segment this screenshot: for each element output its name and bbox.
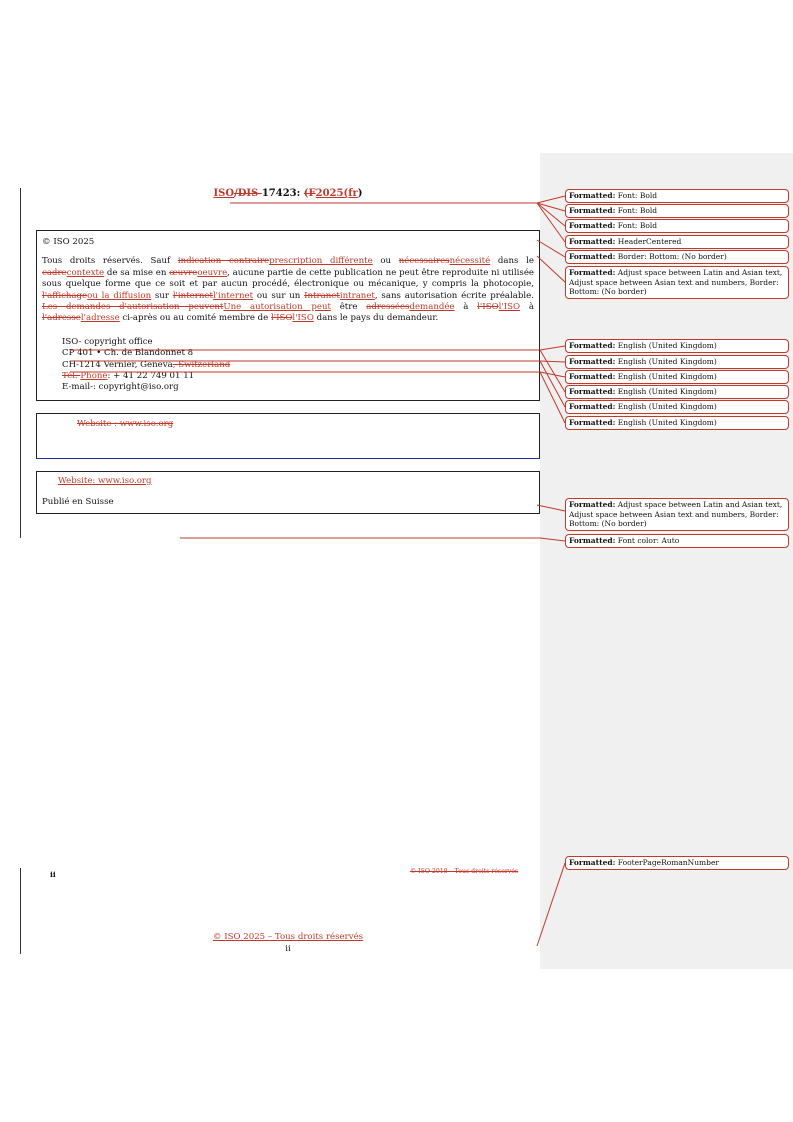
- address-line: ISO- copyright office: [62, 336, 153, 347]
- revision-note[interactable]: Formatted: Font: Bold: [565, 189, 789, 203]
- copyright-line: © ISO 2025: [42, 237, 95, 247]
- connector: [70, 372, 565, 377]
- revision-note[interactable]: Formatted: Adjust space between Latin and Asian text, Adjust space between Asian text and numbers, Border: Bottom: (No border): [565, 498, 789, 531]
- revision-note[interactable]: Formatted: English (United Kingdom): [565, 339, 789, 353]
- header-year-ins: 2025(fr: [315, 188, 358, 199]
- revision-note[interactable]: Formatted: English (United Kingdom): [565, 355, 789, 369]
- address-line: CH-1214 Vernier, Geneva, Switzerland: [62, 359, 231, 370]
- header-number: 17423:: [261, 188, 301, 199]
- connector: [537, 256, 565, 282]
- revision-note[interactable]: Formatted: English (United Kingdom): [565, 400, 789, 414]
- revision-note[interactable]: Formatted: English (United Kingdom): [565, 385, 789, 399]
- revision-note[interactable]: Formatted: English (United Kingdom): [565, 370, 789, 384]
- address-line: E-mail-: copyright@iso.org: [62, 382, 179, 393]
- header-close: ): [357, 188, 363, 199]
- footer-center-number: ii: [285, 944, 291, 954]
- revision-note[interactable]: Formatted: Font: Bold: [565, 204, 789, 218]
- revision-note[interactable]: Formatted: Adjust space between Latin and Asian text, Adjust space between Asian text and numbers, Border: Bottom: (No border): [565, 266, 789, 299]
- revision-note[interactable]: Formatted: English (United Kingdom): [565, 416, 789, 430]
- connector: [540, 372, 565, 423]
- connector: [70, 346, 565, 350]
- website-link[interactable]: Website: www.iso.org: [58, 476, 152, 486]
- header-iso: ISO: [213, 188, 235, 199]
- address-line: Tél. Phone: + 41 22 749 01 11: [62, 371, 195, 382]
- connector: [230, 196, 565, 203]
- website-deleted: Website : www.iso.org: [77, 419, 174, 429]
- footer-copyright-deleted: © ISO 2018 – Tous droits réservés: [410, 868, 519, 875]
- revision-note[interactable]: Formatted: Border: Bottom: (No border): [565, 250, 789, 264]
- connector: [537, 240, 565, 257]
- revision-note[interactable]: Formatted: HeaderCentered: [565, 235, 789, 249]
- connector: [537, 863, 565, 946]
- footer-page-number: ii: [50, 870, 56, 879]
- header-year-del: (F: [303, 188, 316, 199]
- copyright-text: Tous droits réservés. Sauf indication contraireprescription différente ou nécessairesnécessité dans le cadrecontexte de sa mise en œuvreoeuvre, aucune partie de cette publication ne peut être reproduite ni utilisée sous quelque forme que ce soit et par aucun procédé, électronique ou mécanique, y compris la photocopie, l'affichageou la diffusion sur l'internetl'internet ou sur un Intranetintranet, sans autorisation écrite préalable. Les demandes d'autorisation peuventUne autorisation peut être adresséesdemandée à l'ISOl'ISO à l'adressel'adresse ci-après ou au comité membre de l'ISOl'ISO dans le pays du demandeur.: [42, 256, 534, 324]
- connector: [70, 361, 565, 362]
- connector: [540, 361, 565, 407]
- header-dis: /DIS: [234, 188, 262, 199]
- connector: [537, 505, 565, 511]
- revision-note[interactable]: Formatted: Font color: Auto: [565, 534, 789, 548]
- address-line: CP 401 • Ch. de Blandonnet 8: [62, 348, 194, 359]
- revision-note[interactable]: Formatted: Font: Bold: [565, 219, 789, 233]
- footer-copyright: © ISO 2025 – Tous droits réservés: [212, 932, 364, 942]
- publie-text: Publié en Suisse: [42, 497, 114, 508]
- revision-note[interactable]: Formatted: FooterPageRomanNumber: [565, 856, 789, 870]
- connector: [540, 350, 565, 392]
- connector: [180, 538, 565, 541]
